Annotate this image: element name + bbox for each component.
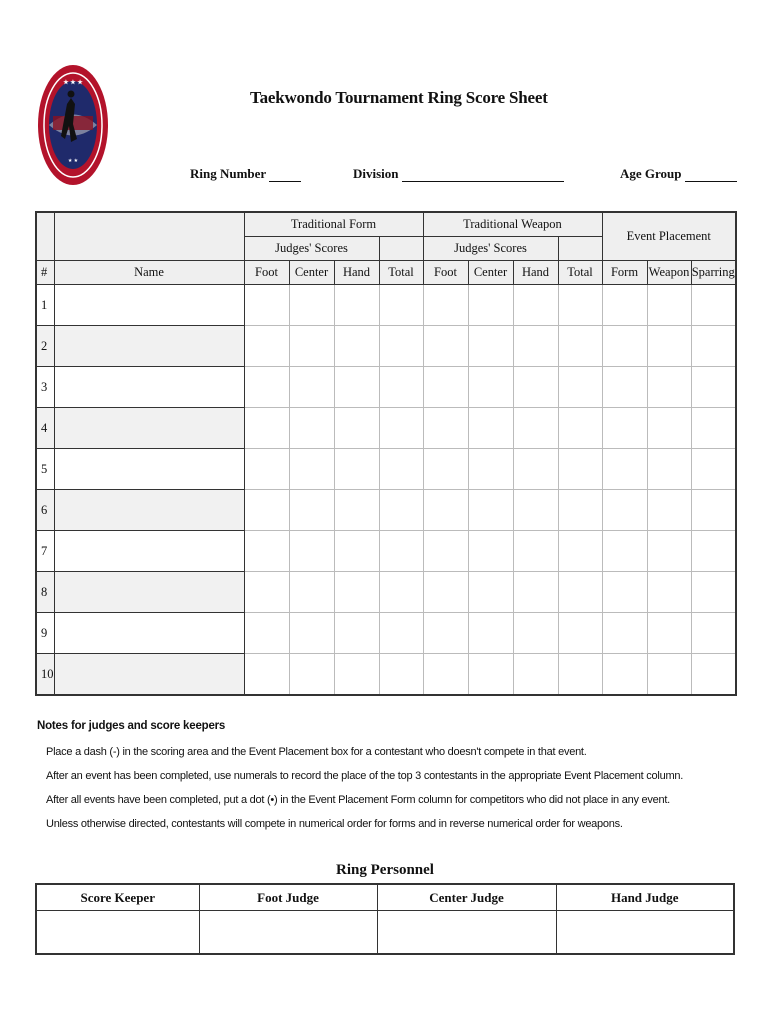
- score-cell[interactable]: [558, 531, 602, 572]
- score-cell[interactable]: [647, 367, 691, 408]
- score-cell[interactable]: [558, 326, 602, 367]
- notes-section: [37, 720, 683, 836]
- score-cell[interactable]: [423, 408, 468, 449]
- row-number: 4: [36, 408, 54, 449]
- score-cell[interactable]: [379, 367, 423, 408]
- note-item: After all events have been completed, put a dot (•) in the Event Placement Form column for competitors who did not place in any event.: [46, 794, 670, 806]
- score-cell[interactable]: [691, 326, 736, 367]
- score-cell[interactable]: [379, 531, 423, 572]
- col-header-number: #: [36, 261, 54, 285]
- school-logo-icon: [37, 64, 109, 186]
- row-number: 2: [36, 326, 54, 367]
- score-cell[interactable]: [602, 572, 647, 613]
- score-cell[interactable]: [334, 572, 379, 613]
- form-col-total: Total: [379, 261, 423, 285]
- score-cell[interactable]: [289, 613, 334, 654]
- score-cell[interactable]: [558, 367, 602, 408]
- score-cell[interactable]: [602, 490, 647, 531]
- placement-col-sparring: Sparring: [691, 261, 736, 285]
- score-cell[interactable]: [691, 654, 736, 696]
- name-cell[interactable]: [54, 613, 244, 654]
- name-cell[interactable]: [54, 326, 244, 367]
- score-cell[interactable]: [558, 490, 602, 531]
- score-cell[interactable]: [423, 449, 468, 490]
- row-number: 3: [36, 367, 54, 408]
- note-item: After an event has been completed, use numerals to record the place of the top 3 contestants in the appropriate Event Placement column.: [46, 770, 684, 782]
- table-row: [36, 408, 736, 449]
- score-cell[interactable]: [647, 613, 691, 654]
- score-cell[interactable]: [334, 367, 379, 408]
- center-judge-header: Center Judge: [377, 884, 556, 911]
- page-title: Taekwondo Tournament Ring Score Sheet: [250, 88, 548, 107]
- score-cell[interactable]: [468, 572, 513, 613]
- score-cell[interactable]: [513, 449, 558, 490]
- score-cell[interactable]: [334, 326, 379, 367]
- score-cell[interactable]: [691, 531, 736, 572]
- row-number: 8: [36, 572, 54, 613]
- score-cell[interactable]: [558, 654, 602, 696]
- score-cell[interactable]: [513, 613, 558, 654]
- weapon-col-hand: Hand: [513, 261, 558, 285]
- score-cell[interactable]: [244, 613, 289, 654]
- traditional-weapon-header: Traditional Weapon: [423, 212, 602, 237]
- score-cell[interactable]: [244, 449, 289, 490]
- form-col-center: Center: [289, 261, 334, 285]
- name-cell[interactable]: [54, 490, 244, 531]
- col-header-name: Name: [54, 261, 244, 285]
- score-cell[interactable]: [379, 613, 423, 654]
- score-cell[interactable]: [244, 285, 289, 326]
- score-cell[interactable]: [244, 490, 289, 531]
- score-cell[interactable]: [647, 490, 691, 531]
- table-row: [36, 326, 736, 367]
- score-cell[interactable]: [468, 408, 513, 449]
- score-cell[interactable]: [647, 449, 691, 490]
- score-cell[interactable]: [602, 654, 647, 696]
- placement-col-form: Form: [602, 261, 647, 285]
- score-cell[interactable]: [289, 449, 334, 490]
- score-cell[interactable]: [602, 326, 647, 367]
- center-judge-signature[interactable]: [377, 911, 556, 955]
- score-cell[interactable]: [602, 531, 647, 572]
- score-cell[interactable]: [468, 490, 513, 531]
- score-cell[interactable]: [468, 285, 513, 326]
- score-cell[interactable]: [423, 654, 468, 696]
- score-cell[interactable]: [334, 654, 379, 696]
- score-cell[interactable]: [289, 531, 334, 572]
- score-cell[interactable]: [647, 572, 691, 613]
- score-cell[interactable]: [691, 449, 736, 490]
- name-cell[interactable]: [54, 367, 244, 408]
- score-cell[interactable]: [513, 367, 558, 408]
- weapon-col-foot: Foot: [423, 261, 468, 285]
- score-cell[interactable]: [513, 285, 558, 326]
- score-cell[interactable]: [691, 572, 736, 613]
- score-cell[interactable]: [513, 531, 558, 572]
- form-col-hand: Hand: [334, 261, 379, 285]
- score-cell[interactable]: [379, 654, 423, 696]
- form-col-foot: Foot: [244, 261, 289, 285]
- form-total-spacer: [379, 237, 423, 261]
- score-cell[interactable]: [244, 367, 289, 408]
- header-spacer: [36, 212, 54, 261]
- row-number: 7: [36, 531, 54, 572]
- score-cell[interactable]: [334, 531, 379, 572]
- ring-number-label: Ring Number: [190, 166, 267, 181]
- score-cell[interactable]: [647, 285, 691, 326]
- row-number: 9: [36, 613, 54, 654]
- weapon-judges-scores-header: Judges' Scores: [423, 237, 558, 261]
- placement-col-weapon: Weapon: [647, 261, 691, 285]
- score-cell[interactable]: [468, 613, 513, 654]
- score-cell[interactable]: [379, 408, 423, 449]
- personnel-table: [35, 883, 735, 955]
- name-cell[interactable]: [54, 408, 244, 449]
- note-item: Unless otherwise directed, contestants will compete in numerical order for forms and in reverse numerical order for weapons.: [46, 818, 623, 830]
- name-cell[interactable]: [54, 531, 244, 572]
- score-cell[interactable]: [379, 326, 423, 367]
- score-cell[interactable]: [513, 572, 558, 613]
- ring-personnel-title: Ring Personnel: [336, 862, 434, 878]
- score-cell[interactable]: [602, 367, 647, 408]
- score-cell[interactable]: [289, 654, 334, 696]
- age-group-label: Age Group: [620, 166, 682, 181]
- score-cell[interactable]: [647, 408, 691, 449]
- ring-number-field: [190, 166, 301, 182]
- table-row: [36, 572, 736, 613]
- name-cell[interactable]: [54, 654, 244, 696]
- score-cell[interactable]: [602, 285, 647, 326]
- table-row: [36, 449, 736, 490]
- row-number: 1: [36, 285, 54, 326]
- name-cell[interactable]: [54, 285, 244, 326]
- score-cell[interactable]: [423, 572, 468, 613]
- score-cell[interactable]: [379, 449, 423, 490]
- score-cell[interactable]: [244, 654, 289, 696]
- score-cell[interactable]: [289, 326, 334, 367]
- score-cell[interactable]: [691, 367, 736, 408]
- score-cell[interactable]: [379, 572, 423, 613]
- score-table: [35, 211, 737, 696]
- name-cell[interactable]: [54, 449, 244, 490]
- hand-judge-header: Hand Judge: [556, 884, 734, 911]
- score-cell[interactable]: [334, 449, 379, 490]
- division-blank[interactable]: [402, 169, 564, 182]
- svg-text:★ ★: ★ ★: [67, 158, 79, 164]
- score-cell[interactable]: [647, 531, 691, 572]
- score-cell[interactable]: [558, 285, 602, 326]
- form-judges-scores-header: Judges' Scores: [244, 237, 379, 261]
- score-cell[interactable]: [691, 613, 736, 654]
- score-cell[interactable]: [602, 408, 647, 449]
- score-cell[interactable]: [602, 613, 647, 654]
- event-placement-header: Event Placement: [602, 212, 736, 261]
- score-cell[interactable]: [423, 613, 468, 654]
- division-label: Division: [353, 166, 399, 181]
- score-cell[interactable]: [468, 326, 513, 367]
- hand-judge-signature[interactable]: [556, 911, 734, 955]
- score-cell[interactable]: [289, 490, 334, 531]
- score-cell[interactable]: [647, 654, 691, 696]
- name-cell[interactable]: [54, 572, 244, 613]
- row-number: 6: [36, 490, 54, 531]
- score-cell[interactable]: [423, 285, 468, 326]
- score-cell[interactable]: [379, 285, 423, 326]
- traditional-form-header: Traditional Form: [244, 212, 423, 237]
- score-cell[interactable]: [244, 531, 289, 572]
- foot-judge-signature[interactable]: [199, 911, 377, 955]
- weapon-col-total: Total: [558, 261, 602, 285]
- score-cell[interactable]: [289, 572, 334, 613]
- score-cell[interactable]: [289, 408, 334, 449]
- notes-title: Notes for judges and score keepers: [37, 720, 226, 732]
- score-cell[interactable]: [691, 285, 736, 326]
- row-number: 10: [36, 654, 54, 696]
- score-cell[interactable]: [468, 367, 513, 408]
- score-cell[interactable]: [379, 490, 423, 531]
- score-cell[interactable]: [334, 408, 379, 449]
- weapon-col-center: Center: [468, 261, 513, 285]
- age-group-field: [620, 166, 737, 182]
- score-cell[interactable]: [423, 367, 468, 408]
- score-cell[interactable]: [244, 572, 289, 613]
- table-row: [36, 367, 736, 408]
- score-cell[interactable]: [423, 531, 468, 572]
- score-cell[interactable]: [334, 490, 379, 531]
- score-cell[interactable]: [558, 613, 602, 654]
- score-cell[interactable]: [691, 490, 736, 531]
- score-cell[interactable]: [558, 408, 602, 449]
- foot-judge-header: Foot Judge: [199, 884, 377, 911]
- score-cell[interactable]: [289, 367, 334, 408]
- row-number: 5: [36, 449, 54, 490]
- table-row: [36, 490, 736, 531]
- score-cell[interactable]: [558, 449, 602, 490]
- score-cell[interactable]: [513, 408, 558, 449]
- score-cell[interactable]: [468, 654, 513, 696]
- score-cell[interactable]: [558, 572, 602, 613]
- table-row: [36, 285, 736, 326]
- division-field: [353, 166, 564, 182]
- table-row: [36, 654, 736, 696]
- score-cell[interactable]: [691, 408, 736, 449]
- score-cell[interactable]: [244, 408, 289, 449]
- note-item: Place a dash (-) in the scoring area and the Event Placement box for a contestant who doesn't compete in that event.: [46, 746, 587, 758]
- score-cell[interactable]: [244, 326, 289, 367]
- weapon-total-spacer: [558, 237, 602, 261]
- age-group-blank[interactable]: [685, 169, 737, 182]
- header-spacer: [54, 212, 244, 261]
- score-cell[interactable]: [602, 449, 647, 490]
- score-cell[interactable]: [513, 490, 558, 531]
- score-cell[interactable]: [513, 326, 558, 367]
- table-row: [36, 531, 736, 572]
- score-cell[interactable]: [334, 285, 379, 326]
- score-cell[interactable]: [647, 326, 691, 367]
- score-keeper-signature[interactable]: [36, 911, 199, 955]
- score-cell[interactable]: [423, 490, 468, 531]
- score-cell[interactable]: [423, 326, 468, 367]
- score-cell[interactable]: [513, 654, 558, 696]
- ring-number-blank[interactable]: [269, 169, 301, 182]
- table-row: [36, 613, 736, 654]
- score-cell[interactable]: [334, 613, 379, 654]
- svg-text:★ ★ ★: ★ ★ ★: [63, 80, 83, 86]
- score-keeper-header: Score Keeper: [36, 884, 199, 911]
- score-cell[interactable]: [289, 285, 334, 326]
- score-cell[interactable]: [468, 449, 513, 490]
- score-cell[interactable]: [468, 531, 513, 572]
